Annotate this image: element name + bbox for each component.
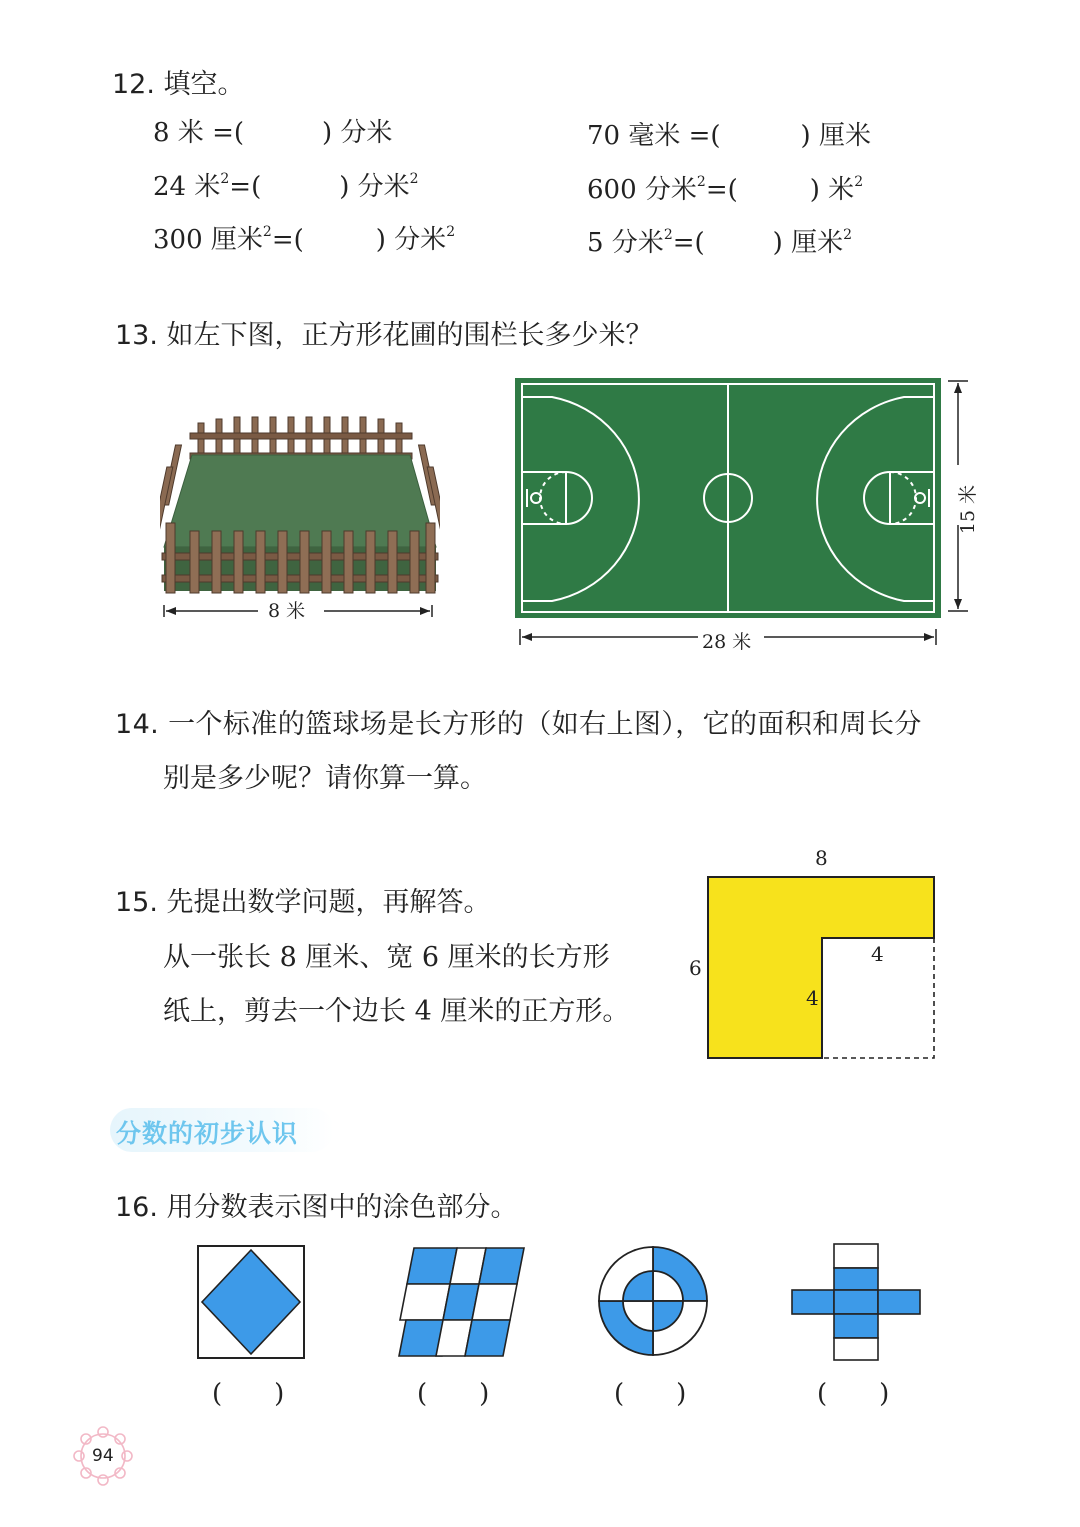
- q12-item-5-left: 300 厘米: [153, 225, 263, 255]
- answer-paren-1[interactable]: ( ): [212, 1379, 285, 1409]
- q12-item-3-right: ) 分米: [339, 172, 410, 202]
- q12-item-6-right: ) 厘米: [772, 228, 844, 258]
- q12-item-5-eq: =(: [271, 225, 304, 255]
- superscript: 2: [696, 174, 706, 190]
- fraction-figure-parallelogram: [396, 1244, 530, 1360]
- fenced-garden-figure: [160, 405, 440, 627]
- q12-item-3-eq: =(: [229, 172, 262, 202]
- court-width-label: 15 米: [957, 484, 980, 535]
- q12-item-1: [153, 112, 392, 149]
- q12-item-3: [153, 166, 419, 203]
- q14-line2: 别是多少呢？请你算一算。: [163, 763, 487, 794]
- q15-line1: 从一张长 8 厘米、宽 6 厘米的长方形: [163, 942, 610, 973]
- q12-item-2-left: 70 毫米 =(: [587, 121, 721, 151]
- q15-title: 15. 先提出数学问题，再解答。: [115, 887, 491, 918]
- q15-line2: 纸上，剪去一个边长 4 厘米的正方形。: [163, 996, 630, 1027]
- page-number: 94: [92, 1446, 114, 1466]
- q12-item-5: [153, 219, 455, 256]
- court-length-label: 28 米: [702, 631, 752, 653]
- cut-rectangle-figure: [700, 870, 945, 1065]
- q12-item-4-eq: =(: [705, 175, 738, 205]
- section-heading: 分数的初步认识: [116, 1119, 299, 1148]
- q15-label-cut-side: 4: [806, 986, 819, 1010]
- q12-item-4: [587, 169, 863, 206]
- q14-line1: 14. 一个标准的篮球场是长方形的（如右上图），它的面积和周长分: [115, 709, 922, 740]
- q12-item-5-right: ) 分米: [375, 225, 447, 255]
- q12-item-1-left: 8 米 =(: [153, 118, 245, 148]
- garden-width-label: 8 米: [268, 600, 306, 622]
- superscript: 2: [220, 171, 230, 187]
- q12-item-2: [587, 115, 871, 152]
- fraction-figure-cross: [790, 1242, 924, 1364]
- q13-title: 13. 如左下图，正方形花圃的围栏长多少米？: [115, 320, 653, 351]
- answer-paren-4[interactable]: ( ): [817, 1379, 890, 1409]
- answer-paren-3[interactable]: ( ): [614, 1379, 687, 1409]
- superscript: 2: [262, 224, 272, 240]
- q12-item-6-eq: =(: [672, 228, 705, 258]
- q12-title: 12. 填空。: [112, 69, 245, 100]
- superscript: 2: [409, 171, 419, 187]
- q12-item-2-right: ) 厘米: [800, 121, 871, 151]
- answer-paren-2[interactable]: ( ): [417, 1379, 490, 1409]
- q12-item-4-left: 600 分米: [587, 175, 697, 205]
- superscript: 2: [854, 174, 864, 190]
- basketball-court-figure: [512, 375, 972, 650]
- q12-item-1-right: ) 分米: [322, 118, 393, 148]
- q12-item-6: [587, 222, 852, 259]
- fraction-figure-diamond: [196, 1244, 306, 1360]
- q12-item-6-left: 5 分米: [587, 228, 664, 258]
- q12-item-4-right: ) 米: [809, 175, 855, 205]
- q16-title: 16. 用分数表示图中的涂色部分。: [115, 1192, 518, 1223]
- fraction-figure-ring: [595, 1243, 711, 1359]
- q12-item-3-left: 24 米: [153, 172, 221, 202]
- q15-label-cut-top: 4: [871, 942, 884, 966]
- q15-label-left: 6: [689, 956, 702, 980]
- superscript: 2: [446, 224, 456, 240]
- superscript: 2: [843, 227, 853, 243]
- superscript: 2: [663, 227, 673, 243]
- q15-label-top: 8: [815, 846, 828, 870]
